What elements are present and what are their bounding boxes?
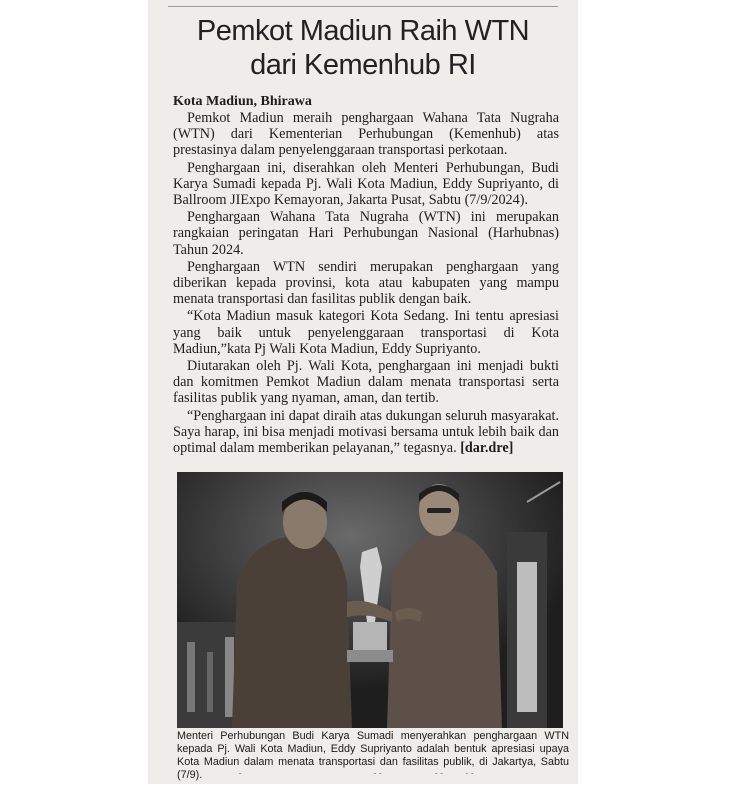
paragraph-last-text: “Penghargaan ini dapat diraih atas dukungan seluruh masyarakat. Saya harap, ini bisa menjadi motivasi bersama untuk lebih baik dan optimal dalam memberikan pelayanan,” tegasnya. — [173, 407, 559, 457]
paragraph-last — [173, 408, 559, 457]
headline-line-2: dari Kemenhub RI — [250, 49, 476, 81]
headline-line-1: Pemkot Madiun Raih WTN — [196, 15, 530, 47]
author-signature: [dar.dre] — [460, 440, 514, 457]
article-dateline: Kota Madiun, Bhirawa — [173, 94, 312, 109]
paragraph: Penghargaan WTN sendiri merupakan penghargaan yang diberikan kepada provinsi, kota atau kabupaten yang mampu menata transportasi dan fasilitas publik dengan baik. — [173, 258, 559, 308]
next-article-headline-fragment — [208, 770, 568, 784]
paragraph: Diutarakan oleh Pj. Wali Kota, penghargaan ini menjadi bukti dan komitmen Pemkot Madiun dalam menata transportasi serta fasilitas publik yang nyaman, aman, dan tertib. — [173, 358, 559, 407]
paragraph: “Kota Madiun masuk kategori Kota Sedang. Ini tentu apresiasi yang baik untuk penyelenggaraan transportasi di Kota Madiun,”kata Pj Wali Kota Madiun, Eddy Supriyanto. — [173, 308, 559, 357]
award-ceremony-photo — [177, 472, 563, 728]
paragraph: Penghargaan ini, diserahkan oleh Menteri Perhubungan, Budi Karya Sumadi kepada Pj. Wali Kota Madiun, Eddy Supriyanto, di Ballroom JIExpo Kemayoran, Jakarta Pusat, Sabtu (7/9/2024). — [173, 159, 559, 209]
top-rule — [168, 6, 558, 7]
paragraph: Pemkot Madiun meraih penghargaan Wahana Tata Nugraha (WTN) dari Kementerian Perhubungan (Kemenhub) atas prestasinya dalam penyelenggaraan transportasi perkotaan. — [173, 110, 559, 159]
photo-caption: Menteri Perhubungan Budi Karya Sumadi menyerahkan penghargaan WTN kepada Pj. Wali Kota Madiun, Eddy Supriyanto adalah bentuk apresiasi upaya Kota Madiun dalam menata transportasi dan fasilitas publik, di Jakartya, Sabtu (7/9). — [177, 730, 569, 781]
paragraph: Penghargaan Wahana Tata Nugraha (WTN) ini merupakan rangkaian peringatan Hari Perhubungan Nasional (Harhubnas) Tahun 2024. — [173, 209, 559, 258]
article-headline — [148, 14, 578, 82]
article-photo — [177, 472, 563, 728]
article-body — [173, 110, 559, 457]
clipping-edge — [208, 774, 568, 784]
newspaper-clipping — [148, 0, 578, 784]
